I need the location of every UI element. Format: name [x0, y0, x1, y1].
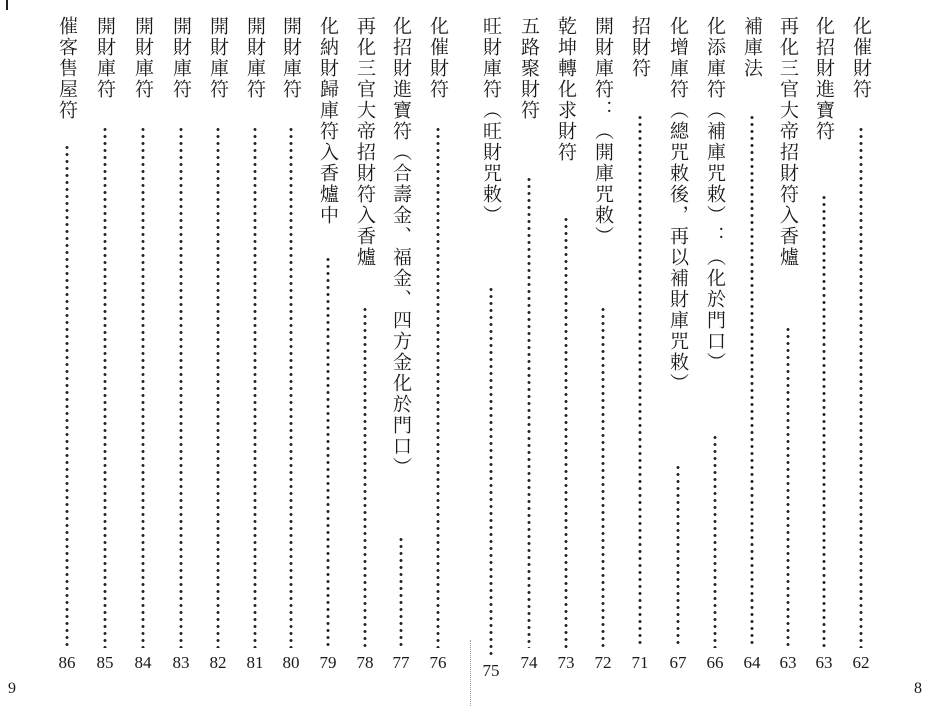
dot-leader	[712, 434, 718, 648]
toc-entry[interactable]	[514, 16, 544, 706]
scan-mark	[6, 0, 8, 10]
toc-entry-page: 75	[482, 661, 500, 680]
toc-entry-page: 79	[319, 653, 337, 672]
toc-entry[interactable]	[737, 16, 767, 706]
toc-entry-title: 化招財進寶符	[813, 16, 835, 142]
toc-entry-title: 開財庫符	[132, 16, 154, 100]
toc-entry-page: 63	[815, 653, 833, 672]
dot-leader	[215, 126, 221, 648]
toc-entry-page: 82	[209, 653, 227, 672]
dot-leader	[858, 126, 864, 648]
toc-entry[interactable]	[52, 16, 82, 706]
toc-entry-title: 乾坤轉化求財符	[555, 16, 577, 163]
page-number-right: 8	[914, 680, 922, 697]
toc-entry-title: 開財庫符：（開庫咒敕）	[592, 16, 614, 247]
toc-entry-page: 80	[282, 653, 300, 672]
toc-entry[interactable]	[476, 16, 506, 706]
toc-entry-page: 66	[706, 653, 724, 672]
toc-entry[interactable]	[240, 16, 270, 706]
dot-leader	[252, 126, 258, 648]
toc-entry-page: 76	[429, 653, 447, 672]
toc-entry-page: 83	[172, 653, 190, 672]
toc-entry[interactable]	[313, 16, 343, 706]
dot-leader	[749, 114, 755, 648]
toc-entry[interactable]	[90, 16, 120, 706]
dot-leader	[435, 126, 441, 648]
toc-entry-page: 86	[58, 653, 76, 672]
toc-entry-title: 補庫法	[741, 16, 763, 79]
toc-entry-page: 78	[356, 653, 374, 672]
dot-leader	[488, 286, 494, 656]
toc-entry[interactable]	[423, 16, 453, 706]
toc-entry-page: 63	[779, 653, 797, 672]
toc-entry-title: 再化三官大帝招財符入香爐	[354, 16, 376, 268]
dot-leader	[102, 126, 108, 648]
dot-leader	[178, 126, 184, 648]
toc-entry-page: 64	[743, 653, 761, 672]
toc-entry[interactable]	[846, 16, 876, 706]
toc-entry-title: 開財庫符	[207, 16, 229, 100]
toc-entry-title: 五路聚財符	[518, 16, 540, 121]
toc-entry-title: 招財符	[629, 16, 651, 79]
dot-leader	[563, 216, 569, 648]
dot-leader	[140, 126, 146, 648]
toc-entry[interactable]	[663, 16, 693, 706]
toc-entry-page: 81	[246, 653, 264, 672]
toc-entry[interactable]	[203, 16, 233, 706]
dot-leader	[785, 326, 791, 648]
toc-entry-page: 85	[96, 653, 114, 672]
dot-leader	[821, 194, 827, 648]
toc-entry-title: 旺財庫符（旺財咒敕）	[480, 16, 502, 226]
dot-leader	[637, 114, 643, 648]
dot-leader	[526, 176, 532, 648]
toc-entry-page: 84	[134, 653, 152, 672]
toc-entry[interactable]	[773, 16, 803, 706]
toc-entry-page: 72	[594, 653, 612, 672]
toc-entry-page: 73	[557, 653, 575, 672]
toc-entry[interactable]	[588, 16, 618, 706]
toc-entry[interactable]	[128, 16, 158, 706]
toc-entry-title: 化納財歸庫符入香爐中	[317, 16, 339, 226]
toc-entry[interactable]	[386, 16, 416, 706]
toc-entry-title: 開財庫符	[170, 16, 192, 100]
toc-entry-page: 71	[631, 653, 649, 672]
toc-entry-page: 77	[392, 653, 410, 672]
toc-entry-title: 化增庫符（總咒敕後，再以補財庫咒敕）	[667, 16, 689, 394]
right-page	[468, 0, 930, 706]
toc-entry[interactable]	[551, 16, 581, 706]
toc-entry-title: 開財庫符	[244, 16, 266, 100]
dot-leader	[288, 126, 294, 648]
toc-entry-page: 62	[852, 653, 870, 672]
toc-entry-title: 再化三官大帝招財符入香爐	[777, 16, 799, 268]
toc-entry[interactable]	[700, 16, 730, 706]
toc-entry[interactable]	[276, 16, 306, 706]
toc-entry-title: 化催財符	[850, 16, 872, 100]
toc-entry[interactable]	[166, 16, 196, 706]
dot-leader	[64, 144, 70, 648]
dot-leader	[325, 256, 331, 648]
toc-entry-title: 催客售屋符	[56, 16, 78, 121]
dot-leader	[600, 306, 606, 648]
toc-entry-title: 化添庫符（補庫咒敕）：（化於門口）	[704, 16, 726, 373]
dot-leader	[398, 536, 404, 648]
dot-leader	[362, 306, 368, 648]
toc-entry-page: 74	[520, 653, 538, 672]
toc-entry-title: 化招財進寶符（合壽金、福金、四方金化於門口）	[390, 16, 412, 478]
page-number-left: 9	[8, 680, 16, 697]
dot-leader	[675, 464, 681, 648]
toc-entry[interactable]	[809, 16, 839, 706]
toc-entry-title: 開財庫符	[94, 16, 116, 100]
toc-entry[interactable]	[625, 16, 655, 706]
toc-entry[interactable]	[350, 16, 380, 706]
toc-entry-page: 67	[669, 653, 687, 672]
toc-entry-title: 化催財符	[427, 16, 449, 100]
toc-entry-title: 開財庫符	[280, 16, 302, 100]
